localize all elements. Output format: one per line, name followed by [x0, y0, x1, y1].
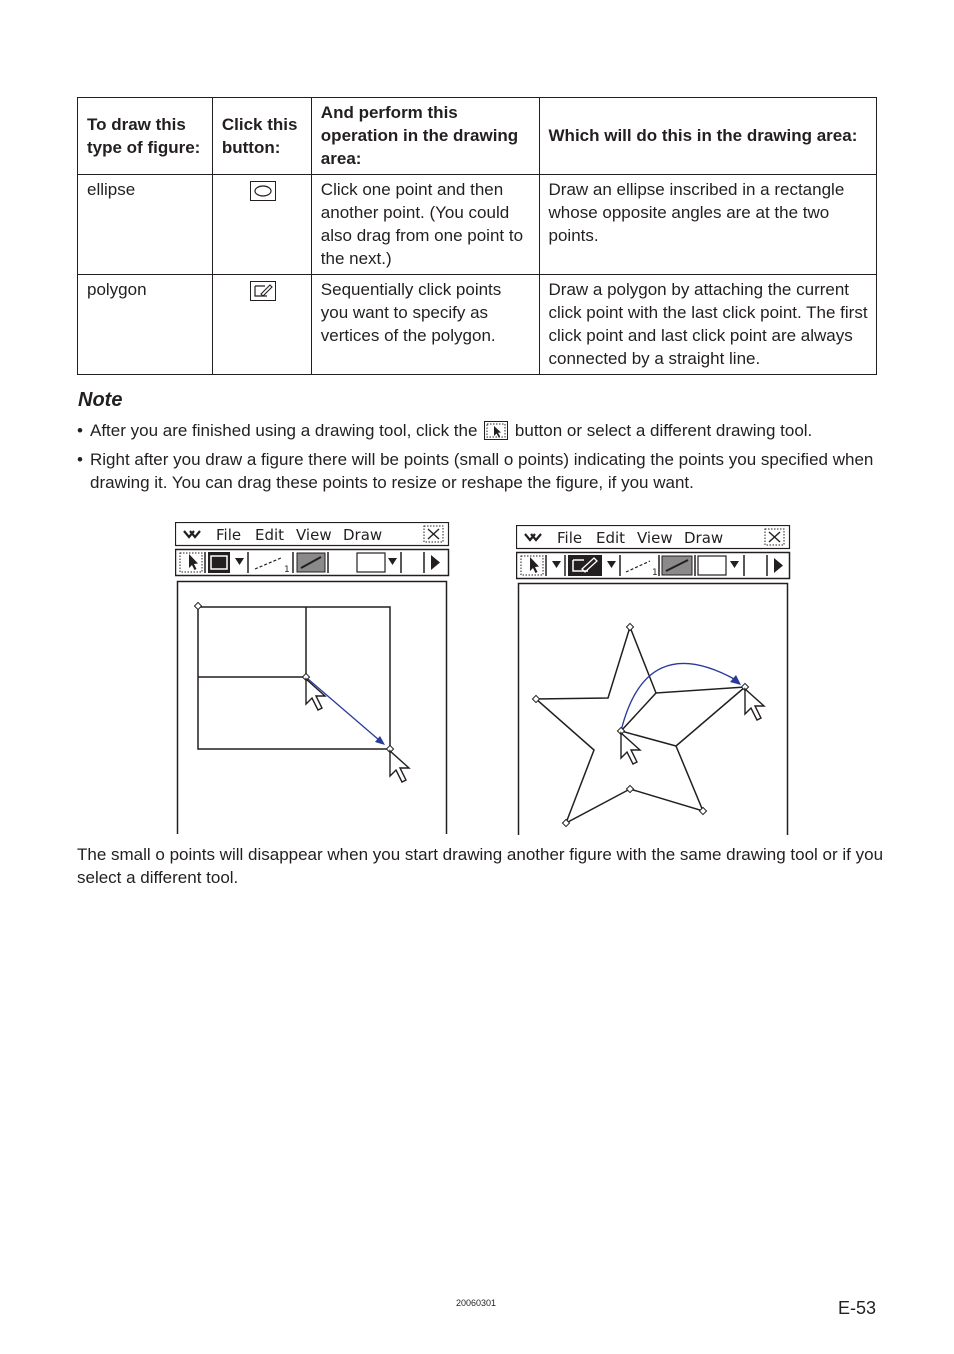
ellipse-tool-icon: [250, 181, 276, 201]
drag-arrow: [730, 675, 741, 685]
table-row: [78, 175, 877, 275]
screenshot-rectangle-drag: [175, 522, 451, 836]
page-number: E-53: [838, 1298, 877, 1318]
screenshot-polygon-drag: [516, 525, 792, 837]
note-bullet-2: • Right after you draw a figure there will be points (small o points) indicating the points you specified when drawing it. You can drag these points to resize or reshape the figure, if you want.: [77, 448, 887, 494]
menu-draw[interactable]: Draw: [684, 529, 724, 547]
footer-code: 20060301: [456, 1298, 497, 1308]
cell-figure: ellipse: [78, 175, 213, 275]
menu-view[interactable]: View: [296, 526, 332, 544]
cell-figure: polygon: [78, 275, 213, 375]
menu-view[interactable]: View: [637, 529, 673, 547]
polygon-tool-icon: [250, 281, 276, 301]
cell-operation: Click one point and then another point. (You could also drag from one point to the next.): [311, 175, 539, 275]
header-result: Which will do this in the drawing area:: [539, 98, 876, 175]
cursor-icon: [621, 733, 640, 764]
cursor-icon: [390, 751, 409, 782]
header-operation: And perform this operation in the drawing area:: [311, 98, 539, 175]
body-paragraph: The small o points will disappear when you start drawing another figure with the same drawing tool or if you select a different tool.: [77, 845, 884, 887]
menu-file[interactable]: File: [216, 526, 242, 544]
fill-swatch-icon[interactable]: [698, 556, 726, 575]
polygon-tool-icon[interactable]: [568, 555, 602, 576]
table-header-row: [78, 98, 877, 175]
menu-file[interactable]: File: [557, 529, 583, 547]
note-bullet-1: • After you are finished using a drawing tool, click the button or select a different drawing tool.: [77, 421, 813, 440]
select-pointer-icon: [484, 421, 508, 440]
drawing-tools-table: [77, 97, 877, 375]
pattern-tool-icon[interactable]: [662, 556, 692, 575]
bullet1-text-after: button or select a different drawing tool.: [514, 421, 813, 440]
table-row: [78, 275, 877, 375]
bullet2-text: Right after you draw a figure there will be points (small o points) indicating the points you specified when drawing it. You can drag these points to resize or reshape the figure, if you want.: [90, 450, 874, 492]
cursor-icon: [745, 689, 764, 720]
note-title: Note: [78, 389, 123, 411]
bullet1-text-before: After you are finished using a drawing tool, click the: [90, 421, 478, 440]
header-figure: To draw this type of figure:: [78, 98, 213, 175]
menu-edit[interactable]: Edit: [596, 529, 626, 547]
cell-result: Draw a polygon by attaching the current click point with the last click point. The first click point and last click point are always connected by a straight line.: [539, 275, 876, 375]
line-tool-sub: 1: [652, 568, 658, 578]
menu-draw[interactable]: Draw: [343, 526, 383, 544]
cell-result: Draw an ellipse inscribed in a rectangle whose opposite angles are at the two points.: [539, 175, 876, 275]
menu-edit[interactable]: Edit: [255, 526, 285, 544]
line-tool-sub: 1: [284, 565, 290, 575]
fill-swatch-icon[interactable]: [357, 553, 385, 572]
pattern-tool-icon[interactable]: [297, 553, 325, 572]
header-button: Click this button:: [212, 98, 311, 175]
cursor-icon: [306, 679, 325, 710]
cell-operation: Sequentially click points you want to specify as vertices of the polygon.: [311, 275, 539, 375]
